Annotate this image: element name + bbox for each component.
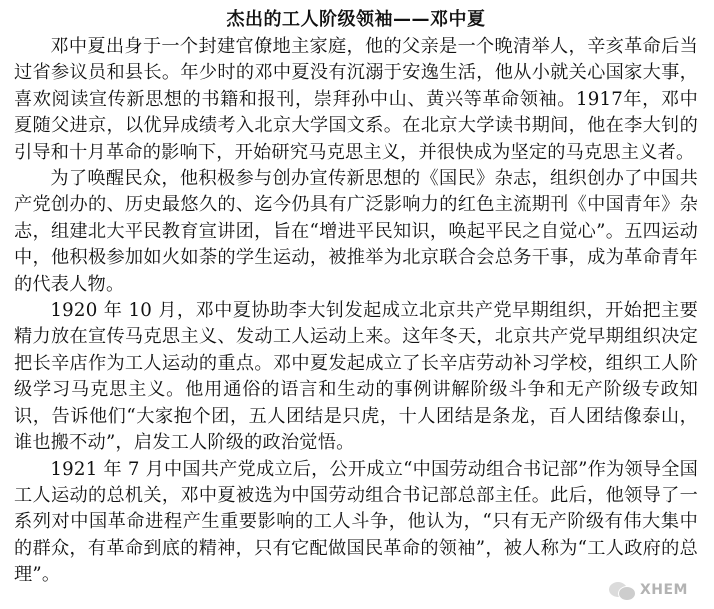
paragraph-2: 为了唤醒民众，他积极参与创办宣传新思想的《国民》杂志，组织创办了中国共产党创办的、历史最悠久的、迄今仍具有广泛影响力的红色主流期刊《中国青年》杂志，组建北大平民教育宣讲团，旨在“增进平民知识，唤起平民之自觉心”。五四运动中，他积极参加如火如荼的学生运动，被推举为北京联合会总务干事，成为革命青年的代表人物。 [14,168,698,295]
document-title: 杰出的工人阶级领袖——邓中夏 [226,9,486,30]
paragraph-1: 邓中夏出身于一个封建官僚地主家庭，他的父亲是一个晚清举人，辛亥革命后当过省参议员和县长。年少时的邓中夏没有沉溺于安逸生活，他从小就关心国家大事，喜欢阅读宣传新思想的书籍和报刊，崇拜孙中山、黄兴等革命领袖。1917年，邓中夏随父进京，以优异成绩考入北京大学国文系。在北京大学读书期间，他在李大钊的引导和十月革命的影响下，开始研究马克思主义，并很快成为坚定的马克思主义者。 [14,36,698,163]
paragraph-4: 1921 年 7 月中国共产党成立后，公开成立“中国劳动组合书记部”作为领导全国工人运动的总机关，邓中夏被选为中国劳动组合书记部总部主任。此后，他领导了一系列对中国革命进程产生重要影响的工人斗争，他认为，“只有无产阶级有伟大集中的群众，有革命到底的精神，只有它配做国民革命的领袖”，被人称为“工人政府的总理”。 [14,458,698,586]
wechat-icon [608,579,636,601]
watermark [608,579,688,601]
watermark-text: XHEM [639,582,688,598]
paragraph-3: 1920 年 10 月，邓中夏协助李大钊发起成立北京共产党早期组织，开始把主要精力放在宣传马克思主义、发动工人运动上来。这年冬天，北京共产党早期组织决定把长辛店作为工人运动的重点。邓中夏发起成立了长辛店劳动补习学校，组织工人阶级学习马克思主义。他用通俗的语言和生动的事例讲解阶级斗争和无产阶级专政知识，告诉他们“大家抱个团，五人团结是只虎，十人团结是条龙，百人团结像泰山，谁也搬不动”，启发工人阶级的政治觉悟。 [14,300,698,454]
